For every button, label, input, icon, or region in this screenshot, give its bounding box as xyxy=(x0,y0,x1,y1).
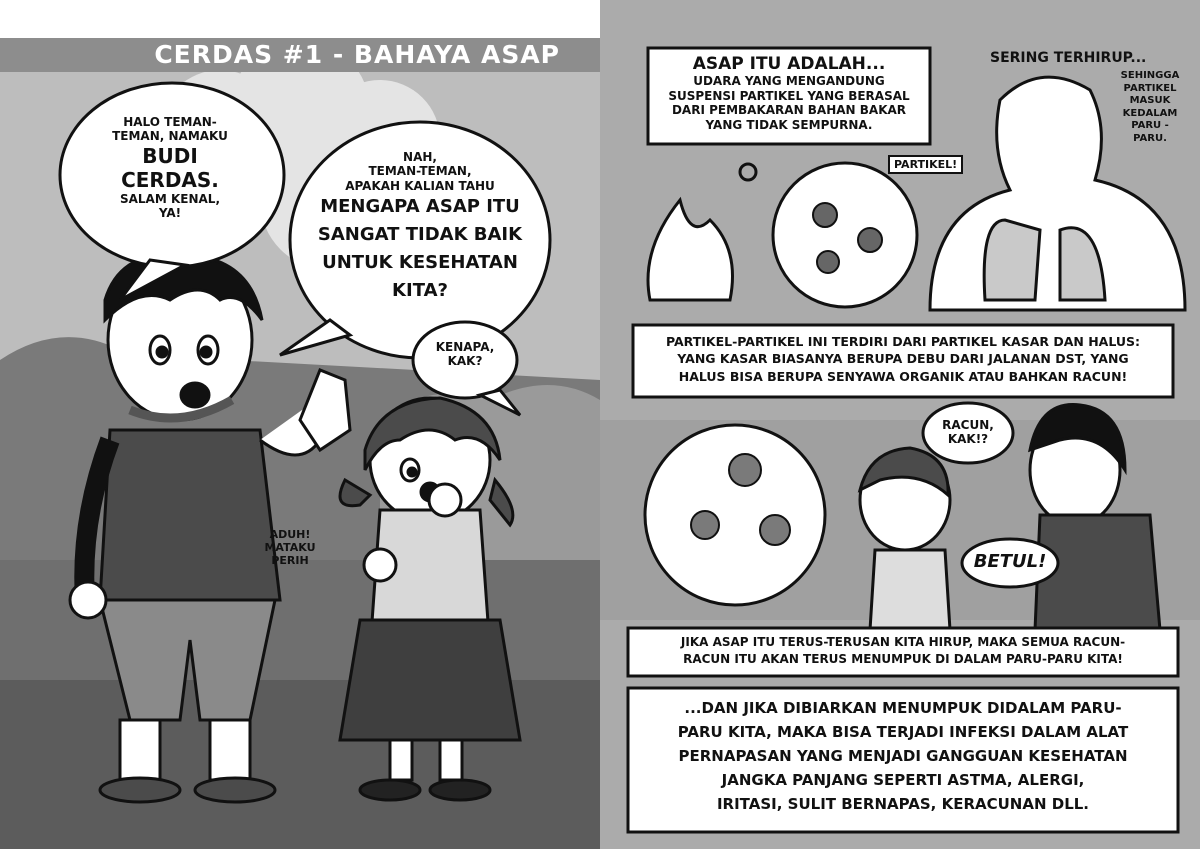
bubble-budi-line6: YA! xyxy=(158,206,182,221)
toxic-particle-magnifier xyxy=(645,425,825,605)
conclusion-box-text xyxy=(631,696,1175,816)
bubble-question-line2: TEMAN-TEMAN, xyxy=(368,164,472,179)
bubble-question-line3: APAKAH KALIAN TAHU xyxy=(345,178,495,193)
bubble-question-line5: SANGAT TIDAK BAIK xyxy=(317,224,523,246)
conclusion-line1: ...DAN JIKA DIBIARKAN MENUMPUK DIDALAM PARU- xyxy=(684,699,1122,717)
particles-line2: YANG KASAR BIASANYA BERUPA DEBU DARI JALANAN DST, YANG xyxy=(677,351,1129,367)
definition-line1: UDARA YANG MENGANDUNG xyxy=(693,74,885,89)
definition-line3: DARI PEMBAKARAN BAHAN BAKAR xyxy=(671,103,907,118)
lungs-label-line4: KEDALAM xyxy=(1122,107,1178,119)
conclusion-line2: PARU KITA, MAKA BISA TERJADI INFEKSI DALAM ALAT xyxy=(677,723,1129,741)
bubble-budi-text xyxy=(95,115,245,221)
bubble-question-line7: KITA? xyxy=(392,279,448,301)
conclusion-line3: PERNAPASAN YANG MENJADI GANGGUAN KESEHATAN xyxy=(678,747,1128,765)
particles-line3: HALUS BISA BERUPA SENYAWA ORGANIK ATAU BAHKAN RACUN! xyxy=(678,368,1128,384)
particle-magnifier xyxy=(773,163,917,307)
bubble-question-line4: MENGAPA ASAP ITU xyxy=(320,196,520,218)
lungs-label xyxy=(1115,70,1185,145)
accumulate-box-text xyxy=(631,634,1175,669)
bubble-question-line6: UNTUK KESEHATAN xyxy=(322,251,518,273)
bubble-girl-text xyxy=(425,340,505,369)
bubble-boy-right-text: BETUL! xyxy=(973,551,1047,572)
girl-aside-text xyxy=(255,528,325,568)
bubble-question-line1: NAH, xyxy=(403,150,437,164)
conclusion-line4: JANGKA PANJANG SEPERTI ASTMA, ALERGI, xyxy=(721,771,1085,789)
lungs-label-line1: SEHINGGA xyxy=(1120,70,1180,81)
bubble-budi-line1: HALO TEMAN- xyxy=(123,115,217,129)
accumulate-line2: RACUN ITU AKAN TERUS MENUMPUK DI DALAM PARU-PARU KITA! xyxy=(683,652,1123,667)
definition-box-text xyxy=(650,54,928,132)
girl-aside-line2: MATAKU xyxy=(264,541,316,555)
bubble-girl-line2: KAK? xyxy=(447,354,483,369)
bubble-budi-name-last: CERDAS. xyxy=(121,167,219,192)
definition-line2: SUSPENSI PARTIKEL YANG BERASAL xyxy=(668,88,910,103)
lungs-label-line5: PARU - xyxy=(1131,120,1169,131)
lungs-label-line6: PARU. xyxy=(1133,132,1167,144)
girl-aside-line1: ADUH! xyxy=(269,528,311,541)
girl-aside-line3: PERIH xyxy=(271,554,309,568)
accumulate-line1: JIKA ASAP ITU TERUS-TERUSAN KITA HIRUP, MAKA SEMUA RACUN- xyxy=(680,635,1126,649)
bubble-budi-line2: TEMAN, NAMAKU xyxy=(112,129,228,144)
bubble-question-text xyxy=(305,150,535,305)
bubble-budi-line5: SALAM KENAL, xyxy=(119,191,220,206)
particles-box-text xyxy=(636,333,1170,385)
bubble-girl-right-text xyxy=(930,418,1006,447)
page-title: CERDAS #1 - BAHAYA ASAP xyxy=(154,40,560,69)
bubble-budi-name-first: BUDI xyxy=(142,143,198,168)
bubble-girl-right-line1: RACUN, xyxy=(942,418,994,432)
lungs-label-line2: PARTIKEL xyxy=(1123,82,1177,94)
definition-heading: ASAP ITU ADALAH... xyxy=(692,54,886,74)
conclusion-line5: IRITASI, SULIT BERNAPAS, KERACUNAN DLL. xyxy=(716,795,1090,813)
definition-line4: YANG TIDAK SEMPURNA. xyxy=(705,117,873,132)
bubble-girl-right-line2: KAK!? xyxy=(947,432,989,447)
particle-label: PARTIKEL! xyxy=(888,155,963,174)
bubble-girl-line1: KENAPA, xyxy=(435,340,495,354)
inhaled-label: SERING TERHIRUP... xyxy=(990,50,1147,66)
lungs-label-line3: MASUK xyxy=(1129,95,1171,106)
particles-line1: PARTIKEL-PARTIKEL INI TERDIRI DARI PARTIKEL KASAR DAN HALUS: xyxy=(665,334,1141,349)
